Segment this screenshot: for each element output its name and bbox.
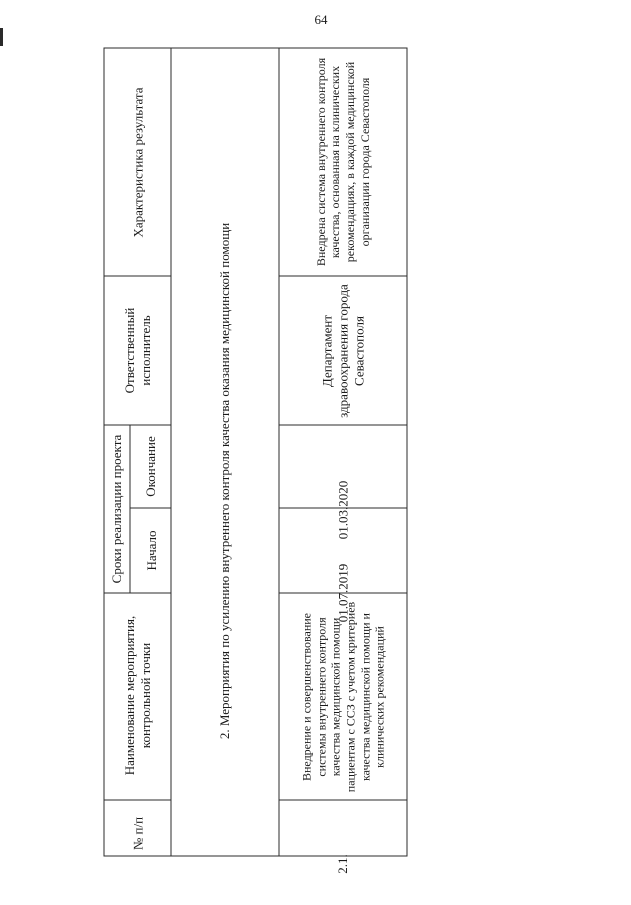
header-end-label: Окончание bbox=[142, 436, 158, 497]
header-start-label: Начало bbox=[143, 530, 159, 571]
table-row-result bbox=[279, 48, 407, 276]
header-result-label: Характеристика результата bbox=[129, 86, 145, 238]
header-num bbox=[104, 806, 171, 862]
header-num-label: № п/п bbox=[129, 816, 145, 851]
row-num: 2.1. bbox=[335, 854, 351, 874]
header-result bbox=[104, 48, 171, 276]
header-name bbox=[104, 592, 171, 799]
header-responsible bbox=[104, 276, 171, 425]
row-start: 01.07.2019 bbox=[335, 563, 351, 623]
section-title bbox=[171, 77, 279, 885]
header-start bbox=[131, 508, 172, 593]
page-number: 64 bbox=[314, 12, 328, 27]
header-responsible-label: Ответственный исполнитель bbox=[121, 307, 153, 394]
row-result: Внедрена система внутреннего контроля качества, основанная на клинических рекомендациях, в каждой медицинской организации города Севастополя bbox=[313, 57, 372, 267]
section-title-label: 2. Мероприятия по усилению внутреннего контроля качества оказания медицинской помощи bbox=[217, 222, 233, 740]
row-responsible: Департамент здравоохранения города Севастополя bbox=[319, 283, 366, 418]
header-name-label: Наименование мероприятия, контрольной точки bbox=[121, 615, 153, 776]
row-name: Внедрение и совершенствование системы внутреннего контроля качества медицинской помощи пациентам с ССЗ с учетом критериев качества медицинской помощи и клинических рекомендаций bbox=[299, 601, 387, 792]
table-row-responsible bbox=[279, 276, 407, 425]
row-end: 01.03.2020 bbox=[335, 480, 351, 539]
table-row-num bbox=[279, 836, 407, 892]
header-timeline-label: Сроки реализации проекта bbox=[109, 434, 125, 584]
header-end bbox=[130, 425, 171, 508]
header-timeline bbox=[104, 425, 130, 593]
table-row-start bbox=[279, 551, 407, 636]
table-row-end bbox=[279, 468, 407, 551]
